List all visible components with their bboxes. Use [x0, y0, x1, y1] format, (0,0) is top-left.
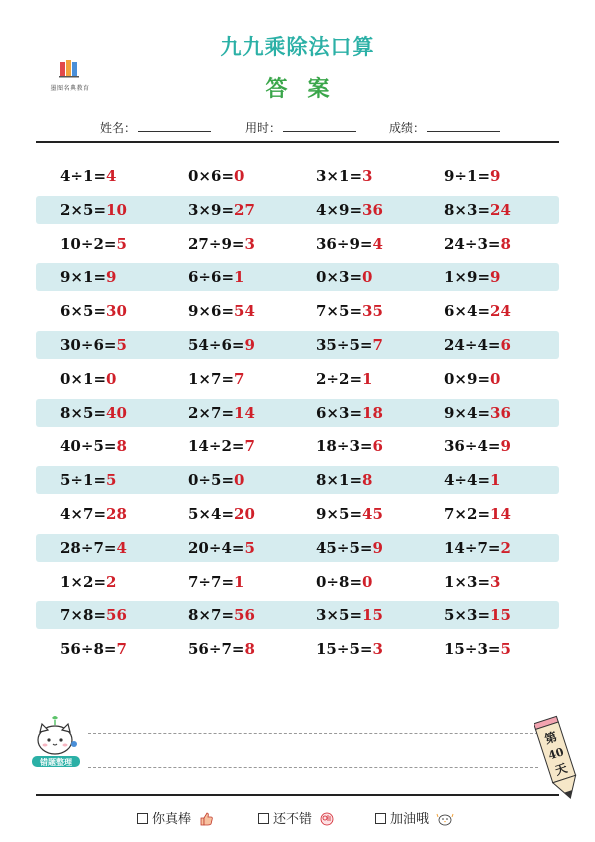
problem-cell — [60, 640, 127, 658]
problem-answer: 15 — [362, 606, 383, 625]
problem-cell — [60, 505, 127, 523]
problem-answer: 15 — [490, 606, 511, 625]
problem-cell — [188, 404, 255, 422]
problem-cell — [316, 505, 383, 523]
score-label: 成绩： — [389, 121, 426, 135]
problem-answer: 6 — [372, 437, 383, 456]
problem-question: 6×3= — [316, 403, 363, 422]
problem-answer: 2 — [106, 572, 117, 591]
problem-answer: 7 — [116, 640, 127, 659]
problem-question: 9×6= — [188, 302, 235, 321]
problem-answer: 8 — [244, 640, 255, 659]
check-good-label: 还不错 — [273, 812, 313, 827]
problem-cell — [444, 606, 511, 624]
problem-answer: 4 — [106, 167, 117, 185]
problem-question: 14÷2= — [188, 437, 245, 456]
problem-answer: 24 — [490, 200, 511, 219]
problem-answer: 5 — [244, 538, 255, 557]
problem-answer: 36 — [362, 200, 383, 219]
problem-cell — [444, 640, 511, 658]
problem-cell — [316, 471, 372, 489]
problem-answer: 30 — [106, 302, 127, 321]
problem-answer: 7 — [234, 369, 245, 388]
time-label: 用时： — [245, 121, 282, 135]
page-title: 九九乘除法口算 — [220, 35, 375, 59]
problem-row — [36, 297, 559, 325]
problem-cell — [316, 201, 383, 219]
problem-answer: 9 — [490, 167, 501, 185]
problem-cell — [188, 437, 255, 455]
problem-cell — [60, 437, 127, 455]
problem-row — [36, 365, 559, 393]
problem-question: 2×5= — [60, 200, 107, 219]
problem-question: 7×8= — [60, 606, 107, 625]
day-label-top: 第 — [543, 729, 559, 747]
problem-answer: 20 — [234, 505, 255, 523]
problem-cell — [60, 606, 127, 624]
problem-answer: 5 — [500, 640, 511, 659]
problem-question: 0×1= — [60, 369, 107, 388]
problem-cell — [444, 404, 511, 422]
problem-question: 9×4= — [444, 403, 491, 422]
problem-cell — [444, 167, 500, 185]
problem-cell — [60, 302, 127, 320]
problem-question: 3×5= — [316, 606, 363, 625]
problem-question: 8×1= — [316, 471, 363, 490]
problem-cell — [316, 370, 372, 388]
problem-question: 8×7= — [188, 606, 235, 625]
problem-answer: 0 — [106, 369, 117, 388]
problem-question: 40÷5= — [60, 437, 117, 456]
problem-answer: 5 — [106, 471, 117, 490]
self-evaluation — [0, 808, 595, 830]
problem-answer: 35 — [362, 302, 383, 321]
problem-cell — [316, 404, 383, 422]
problem-answer: 28 — [106, 505, 127, 523]
problem-cell — [188, 370, 244, 388]
problem-answer: 24 — [490, 302, 511, 321]
problem-answer: 9 — [106, 268, 117, 287]
problem-row — [36, 635, 559, 663]
problem-question: 8×5= — [60, 403, 107, 422]
review-line-top — [88, 733, 538, 734]
problem-cell — [60, 370, 116, 388]
problem-question: 4×9= — [316, 200, 363, 219]
problem-question: 3×1= — [316, 167, 363, 185]
problem-question: 9×5= — [316, 505, 363, 523]
problem-question: 4÷4= — [444, 471, 491, 490]
problem-question: 7×5= — [316, 302, 363, 321]
problem-answer: 9 — [490, 268, 501, 287]
problem-answer: 40 — [106, 403, 127, 422]
problem-question: 0÷5= — [188, 471, 235, 490]
problem-answer: 1 — [362, 369, 373, 388]
problem-cell — [444, 573, 500, 591]
problem-question: 1×3= — [444, 572, 491, 591]
problem-row — [36, 466, 559, 494]
problem-answer: 1 — [490, 471, 501, 490]
problem-question: 24÷3= — [444, 234, 501, 253]
problem-cell — [188, 471, 244, 489]
problem-answer: 7 — [244, 437, 255, 456]
problem-cell — [60, 539, 127, 557]
problem-question: 0÷8= — [316, 572, 363, 591]
problem-cell — [188, 539, 255, 557]
problem-row — [36, 162, 559, 190]
problem-question: 36÷9= — [316, 234, 373, 253]
problem-answer: 9 — [372, 538, 383, 557]
problem-answer: 1 — [234, 572, 245, 591]
checkbox-good[interactable] — [258, 813, 269, 824]
problem-answer: 10 — [106, 200, 127, 219]
problem-answer: 7 — [372, 336, 383, 354]
header-divider — [36, 141, 559, 143]
problem-answer: 36 — [490, 403, 511, 422]
problem-cell — [188, 235, 255, 253]
problem-answer: 5 — [116, 234, 127, 253]
problem-cell — [60, 336, 127, 354]
problem-question: 0×3= — [316, 268, 363, 287]
page-subtitle: 答案 — [265, 77, 350, 102]
problem-answer: 18 — [362, 403, 383, 422]
problem-answer: 14 — [490, 505, 511, 523]
problem-cell — [444, 201, 511, 219]
problem-cell — [444, 505, 511, 523]
problem-cell — [316, 167, 372, 185]
problem-question: 1×2= — [60, 572, 107, 591]
problem-answer: 0 — [234, 471, 245, 490]
score-blank[interactable] — [427, 120, 500, 132]
name-field[interactable] — [100, 119, 211, 136]
check-keep-going[interactable] — [375, 808, 454, 827]
problem-row — [36, 263, 559, 291]
problem-cell — [316, 606, 383, 624]
problem-cell — [316, 573, 372, 591]
problem-cell — [444, 471, 500, 489]
problem-row — [36, 331, 559, 359]
problem-row — [36, 399, 559, 427]
problem-cell — [316, 539, 383, 557]
problem-answer: 0 — [490, 369, 501, 388]
problem-cell — [188, 606, 255, 624]
problem-cell — [444, 235, 511, 253]
problem-question: 56÷7= — [188, 640, 245, 659]
problem-question: 28÷7= — [60, 538, 117, 557]
problem-cell — [316, 437, 383, 455]
problem-cell — [60, 201, 127, 219]
score-field[interactable] — [389, 119, 500, 136]
problem-question: 5×4= — [188, 505, 235, 523]
problem-question: 7×2= — [444, 505, 491, 523]
problem-row — [36, 432, 559, 460]
problem-cell — [316, 235, 383, 253]
problem-question: 4÷1= — [60, 167, 107, 185]
problem-cell — [444, 539, 511, 557]
problem-cell — [60, 268, 116, 286]
problem-answer: 8 — [116, 437, 127, 456]
problem-answer: 3 — [362, 167, 373, 185]
problem-answer: 4 — [372, 234, 383, 253]
time-blank[interactable] — [283, 120, 356, 132]
problem-cell — [188, 640, 255, 658]
problem-question: 4×7= — [60, 505, 107, 523]
problem-answer: 14 — [234, 403, 255, 422]
name-blank[interactable] — [138, 120, 211, 132]
problem-row — [36, 500, 559, 528]
problem-answer: 0 — [362, 268, 373, 287]
problem-answer: 5 — [116, 336, 127, 354]
problem-answer: 8 — [500, 234, 511, 253]
problem-cell — [188, 573, 244, 591]
problem-question: 8×3= — [444, 200, 491, 219]
problem-question: 10÷2= — [60, 234, 117, 253]
problem-cell — [188, 336, 255, 354]
problem-question: 15÷3= — [444, 640, 501, 659]
review-line-bottom — [88, 767, 538, 768]
problem-question: 56÷8= — [60, 640, 117, 659]
problem-row — [36, 230, 559, 258]
name-label: 姓名： — [100, 121, 137, 135]
problem-question: 5×3= — [444, 606, 491, 625]
problem-question: 27÷9= — [188, 234, 245, 253]
problem-row — [36, 196, 559, 224]
problem-row — [36, 601, 559, 629]
problem-answer: 4 — [116, 538, 127, 557]
problem-question: 14÷7= — [444, 538, 501, 557]
problem-question: 54÷6= — [188, 336, 245, 354]
problem-row — [36, 534, 559, 562]
check-keep-going-label: 加油哦 — [390, 812, 430, 827]
problem-cell — [444, 437, 511, 455]
problem-answer: 9 — [500, 437, 511, 456]
problem-question: 0×9= — [444, 369, 491, 388]
problem-question: 15÷5= — [316, 640, 373, 659]
problem-cell — [60, 167, 116, 185]
problem-question: 1×9= — [444, 268, 491, 287]
problem-answer: 56 — [234, 606, 255, 625]
problem-answer: 56 — [106, 606, 127, 625]
problem-question: 9×1= — [60, 268, 107, 287]
problem-cell — [444, 370, 500, 388]
problem-question: 7÷7= — [188, 572, 235, 591]
problem-cell — [60, 404, 127, 422]
problem-cell — [188, 505, 255, 523]
problem-question: 35÷5= — [316, 336, 373, 354]
problem-cell — [60, 471, 116, 489]
problem-answer: 54 — [234, 302, 255, 321]
footer-divider — [36, 794, 559, 796]
problem-cell — [188, 201, 255, 219]
checkbox-keep-going[interactable] — [375, 813, 386, 824]
check-great[interactable] — [137, 808, 214, 827]
problem-question: 6×4= — [444, 302, 491, 321]
problem-question: 9÷1= — [444, 167, 491, 185]
problem-answer: 9 — [244, 336, 255, 354]
checkbox-great[interactable] — [137, 813, 148, 824]
problem-cell — [188, 302, 255, 320]
problem-cell — [316, 336, 383, 354]
problem-cell — [60, 235, 127, 253]
problem-cell — [316, 302, 383, 320]
problem-answer: 3 — [372, 640, 383, 659]
problem-question: 24÷4= — [444, 336, 501, 354]
problem-cell — [60, 573, 116, 591]
problem-cell — [444, 336, 511, 354]
problem-question: 36÷4= — [444, 437, 501, 456]
problem-question: 30÷6= — [60, 336, 117, 354]
problem-answer: 8 — [362, 471, 373, 490]
cat-mascot-icon — [30, 714, 82, 770]
problem-question: 0×6= — [188, 167, 235, 185]
problem-cell — [188, 167, 244, 185]
time-field[interactable] — [245, 119, 356, 136]
review-label: 错题整理 — [40, 758, 72, 767]
day-label-bottom: 天 — [553, 760, 569, 779]
problem-cell — [444, 268, 500, 286]
day-number: 40 — [546, 745, 566, 763]
problem-answer: 27 — [234, 200, 255, 219]
logo-text: 墨图名典教育 — [50, 85, 90, 92]
problem-cell — [316, 268, 372, 286]
problem-cell — [316, 640, 383, 658]
problem-question: 20÷4= — [188, 538, 245, 557]
problem-question: 45÷5= — [316, 538, 373, 557]
problem-answer: 2 — [500, 538, 511, 557]
problem-answer: 45 — [362, 505, 383, 523]
problem-cell — [188, 268, 244, 286]
info-row — [100, 119, 540, 137]
problem-question: 1×7= — [188, 369, 235, 388]
thumbs-up-icon — [198, 811, 214, 827]
problem-answer: 0 — [362, 572, 373, 591]
cheering-bird-icon — [436, 811, 454, 827]
problem-cell — [444, 302, 511, 320]
problem-answer: 1 — [234, 268, 245, 287]
problem-answer: 3 — [490, 572, 501, 591]
problem-question: 5÷1= — [60, 471, 107, 490]
problem-question: 2÷2= — [316, 369, 363, 388]
problem-question: 2×7= — [188, 403, 235, 422]
ok-hand-icon — [319, 811, 335, 827]
problem-answer: 0 — [234, 167, 245, 185]
problem-answer: 6 — [500, 336, 511, 354]
problem-question: 3×9= — [188, 200, 235, 219]
check-good[interactable] — [258, 808, 335, 827]
problem-question: 18÷3= — [316, 437, 373, 456]
check-great-label: 你真棒 — [152, 812, 192, 827]
problem-question: 6×5= — [60, 302, 107, 321]
problem-question: 6÷6= — [188, 268, 235, 287]
problem-row — [36, 568, 559, 596]
problem-answer: 3 — [244, 234, 255, 253]
